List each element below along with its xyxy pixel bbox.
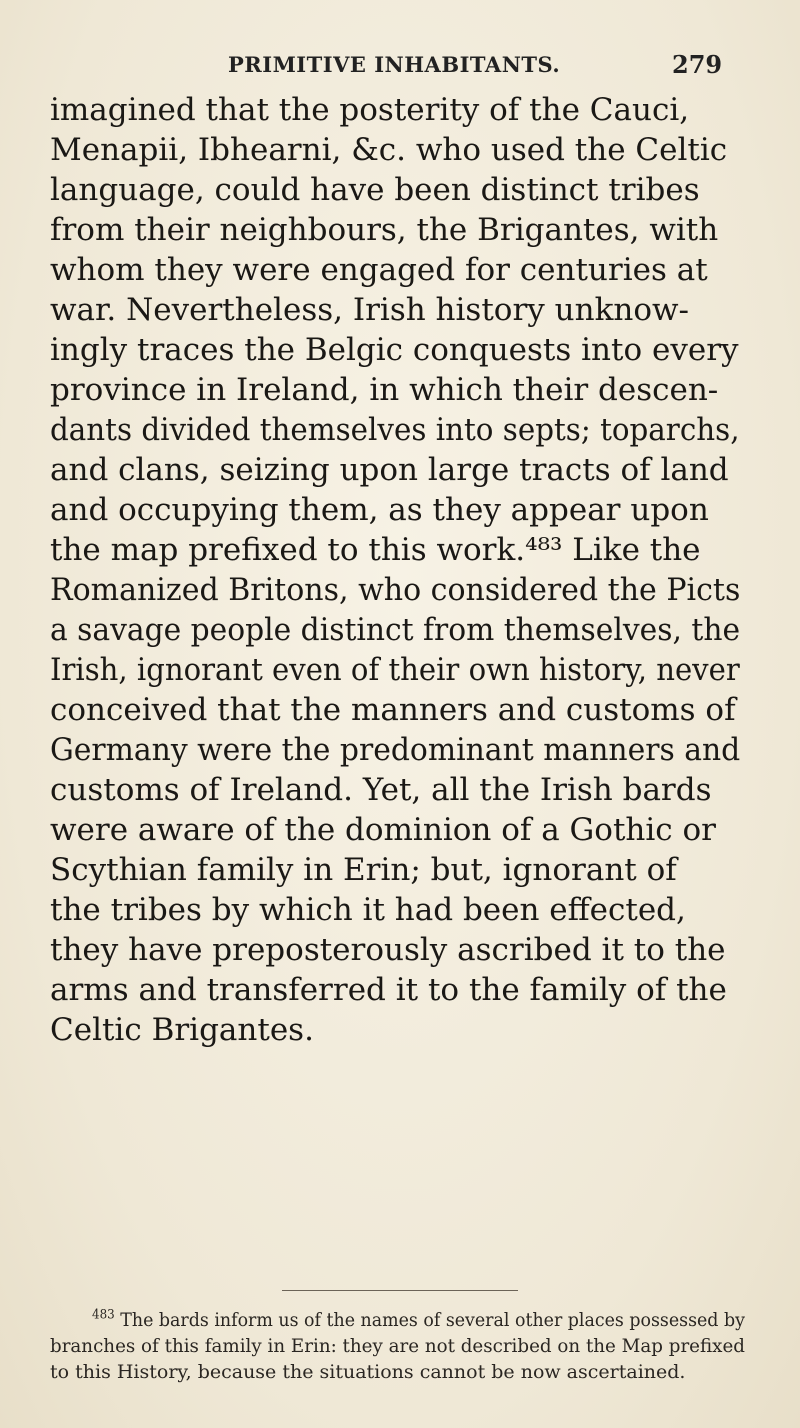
- text-line-12: the map prefixed to this work.⁴⁸³ Like the: [50, 532, 701, 568]
- text-line-23: arms and transferred it to the family of the: [50, 972, 727, 1008]
- text-line-9: dants divided themselves into septs; toparchs,: [50, 412, 740, 448]
- footnote-rule: [282, 1290, 518, 1291]
- text-line-13: Romanized Britons, who considered the Picts: [50, 572, 741, 608]
- text-line-22: they have preposterously ascribed it to the: [50, 932, 726, 968]
- text-line-18: customs of Ireland. Yet, all the Irish bards: [50, 772, 712, 808]
- page-number: 279: [672, 50, 723, 79]
- text-line-14: a savage people distinct from themselves, the: [50, 612, 741, 648]
- footnote-line-1: [92, 1308, 745, 1332]
- running-head-title: PRIMITIVE INHABITANTS.: [228, 52, 561, 77]
- text-line-5: whom they were engaged for centuries at: [50, 252, 708, 288]
- text-line-7: ingly traces the Belgic conquests into every: [50, 332, 739, 368]
- text-line-17: Germany were the predominant manners and: [50, 732, 741, 768]
- text-line-3: language, could have been distinct tribes: [50, 172, 700, 208]
- text-line-21: the tribes by which it had been effected,: [50, 892, 686, 928]
- text-line-4: from their neighbours, the Brigantes, with: [50, 212, 719, 248]
- text-line-10: and clans, seizing upon large tracts of land: [50, 452, 729, 488]
- footnote-text-1: The bards inform us of the names of several other places possessed by: [120, 1309, 745, 1331]
- text-line-16: conceived that the manners and customs of: [50, 692, 736, 728]
- text-line-20: Scythian family in Erin; but, ignorant of: [50, 852, 677, 888]
- footnote-line-2: branches of this family in Erin: they are not described on the Map prefixed: [50, 1335, 745, 1357]
- text-line-2: Menapii, Ibhearni, &c. who used the Celtic: [50, 132, 728, 168]
- text-line-15: Irish, ignorant even of their own history, never: [50, 652, 740, 688]
- footnote-number: 483: [92, 1307, 115, 1323]
- text-line-11: and occupying them, as they appear upon: [50, 492, 709, 528]
- text-line-8: province in Ireland, in which their descen-: [50, 372, 719, 408]
- text-line-24: Celtic Brigantes.: [50, 1012, 314, 1048]
- text-line-6: war. Nevertheless, Irish history unknow-: [50, 292, 689, 328]
- footnote-line-3: to this History, because the situations cannot be now ascertained.: [50, 1361, 686, 1383]
- text-line-19: were aware of the dominion of a Gothic or: [50, 812, 717, 848]
- running-head: [0, 46, 800, 86]
- text-line-1: imagined that the posterity of the Cauci,: [50, 92, 690, 128]
